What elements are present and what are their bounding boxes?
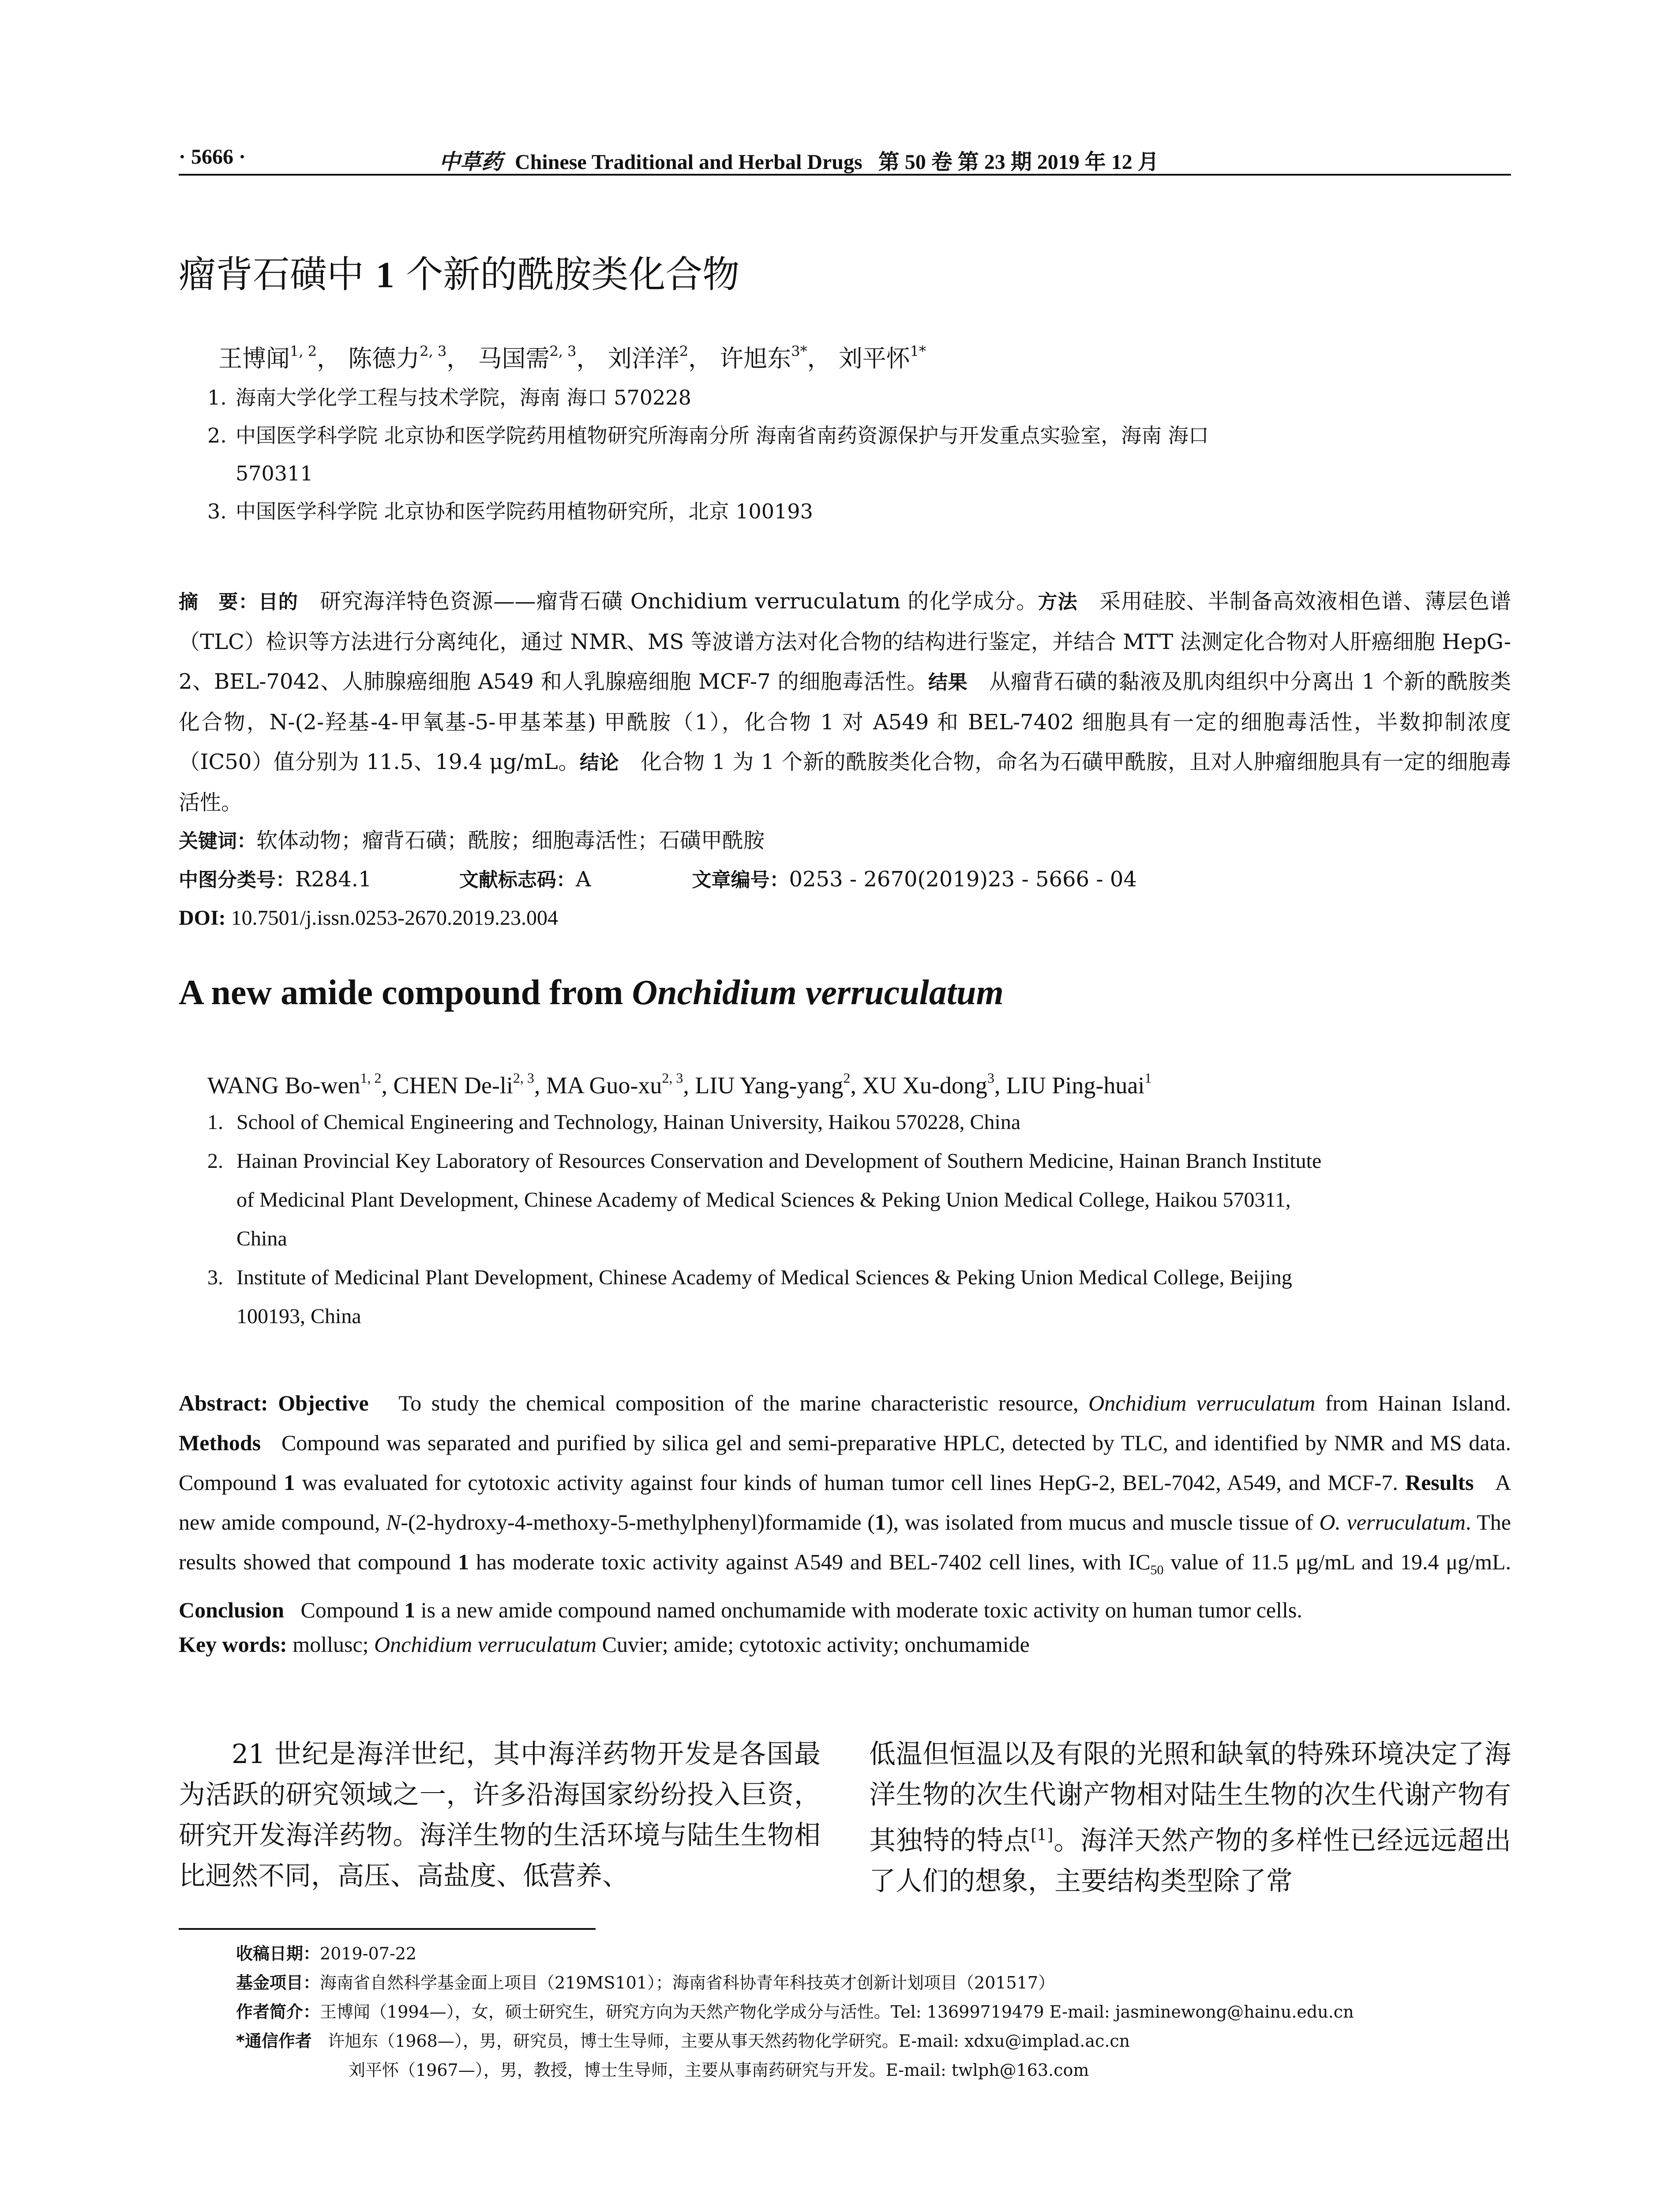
doi: DOI: 10.7501/j.issn.0253-2670.2019.23.004 [179,906,559,930]
author-cn: 王博闻 [218,345,290,372]
author-en: CHEN De-li [393,1072,513,1099]
author-en: MA Guo-xu [546,1072,662,1099]
author-en: LIU Ping-huai [1006,1072,1145,1099]
keywords-cn: 关键词：软体动物；瘤背石磺；酰胺；细胞毒活性；石磺甲酰胺 [179,828,765,853]
authors-cn: 王博闻$^{1, 2}$， 陈德力$^{2, 3}$， 马国需$^{2, 3}$， 刘洋洋$^2$， 许旭东$^{3*}$， 刘平怀$^{1*}$ [218,343,926,372]
author-cn: 刘洋洋 [608,345,679,372]
affiliations-cn [207,379,1513,530]
abstract-en: Abstract: Objective To study the chemical composition of the marine characteristic resource, Onchidium verruculatum from Hainan Island. Methods Compound was separated and purified by silica gel and semi-preparative HPLC, detected by TLC, and identified by NMR and MS data. Compound 1 was evaluated for cytotoxic activity against four kinds of human tumor cell lines HepG-2, BEL-7042, A549, and MCF-7. Results A new amide compound, N-(2-hydroxy-4-methoxy-5-methylphenyl)formamide (1), was isolated from mucus and muscle tissue of O. verruculatum. The results showed that compound 1 has moderate toxic activity against A549 and BEL-7402 cell lines, with $IC_{50}$ value of 11.5 μg/mL and 19.4 μg/mL. Conclusion Compound 1 is a new amide compound named onchumamide with moderate toxic activity on human tumor cells. [179,1391,1511,1622]
keywords-en: Key words: mollusc; Onchidium verruculatum Cuvier; amide; cytotoxic activity; onchumamide [179,1632,1030,1657]
affiliation-en: 3. Institute of Medicinal Plant Development, Chinese Academy of Medical Sciences & Peking Union Medical College, Beijing [207,1266,1292,1289]
author-en: WANG Bo-wen [207,1072,360,1099]
footnote-bio: 作者简介：王博闻（1994—），女，硕士研究生，研究方向为天然产物化学成分与活性。Tel: 13699719479 E-mail: jasminewong@hainu.edu.cn [236,2002,1354,2022]
authors-en: WANG Bo-wen$^{1, 2}$, CHEN De-li$^{2, 3}$, MA Guo-xu$^{2, 3}$, LIU Yang-yang$^2$, XU Xu-dong$^3$, LIU Ping-huai$^1$ [207,1070,1152,1099]
body-column-right: 低温但恒温以及有限的光照和缺氧的特殊环境决定了海洋生物的次生代谢产物相对陆生生物的次生代谢产物有其独特的特点[1]。海洋天然产物的多样性已经远远超出了人们的想象，主要结构类型除了常 [869,1739,1511,1897]
abstract-cn: 摘 要：目的 研究海洋特色资源——瘤背石磺 Onchidium verruculatum 的化学成分。方法 采用硅胶、半制备高效液相色谱、薄层色谱（TLC）检识等方法进行分离纯化，通过 NMR、MS 等波谱方法对化合物的结构进行鉴定，并结合 MTT 法测定化合物对人肝癌细胞 HepG-2、BEL-7042、人肺腺癌细胞 A549 和人乳腺癌细胞 MCF-7 的细胞毒活性。结果 从瘤背石磺的黏液及肌肉组织中分离出 1 个新的酰胺类化合物，N-(2-羟基-4-甲氧基-5-甲基苯基) 甲酰胺（1），化合物 1 对 A549 和 BEL-7402 细胞具有一定的细胞毒活性，半数抑制浓度（IC50）值分别为 11.5、19.4 μg/mL。结论 化合物 1 为 1 个新的酰胺类化合物，命名为石磺甲酰胺，且对人肿瘤细胞具有一定的细胞毒活性。 [179,589,1511,815]
page-number: · 5666 · [179,145,246,169]
running-header [179,141,1511,176]
author-cn: 刘平怀 [838,345,910,372]
author-cn: 陈德力 [348,345,420,372]
footnote-received: 收稿日期：2019-07-22 [236,1944,417,1963]
journal-header [439,145,1159,175]
author-cn: 许旭东 [720,345,791,372]
affiliation-en: 2. Hainan Provincial Key Laboratory of Resources Conservation and Development of Southern Medicine, Hainan Branch Institute [207,1149,1322,1173]
title-en: A new amide compound from Onchidium verruculatum [179,973,1004,1012]
classification: 中图分类号：R284.1 文献标志码：A 文章编号：0253 - 2670(2019)23 - 5666 - 04 [179,867,1137,892]
footnote-fund: 基金项目：海南省自然科学基金面上项目（219MS101）；海南省科协青年科技英才创新计划项目（201517） [236,1973,1055,1992]
footnote-rule [179,1928,596,1930]
author-en: XU Xu-dong [862,1072,987,1099]
author-cn: 马国需 [478,345,550,372]
journal-name-en: Chinese Traditional and Herbal Drugs [515,150,862,174]
footnote-corresponding: *通信作者 许旭东（1968—），男，研究员，博士生导师，主要从事天然药物化学研究。E-mail: xdxu@implad.ac.cn [236,2031,1130,2051]
affiliation-cn: 1. 海南大学化学工程与技术学院，海南 海口 570228 [207,386,691,409]
affiliation-cn: 570311 [236,461,313,485]
title-cn: 瘤背石磺中 1 个新的酰胺类化合物 [179,253,740,296]
journal-name-cn: 中草药 [439,150,503,174]
affiliation-cn: 3. 中国医学科学院 北京协和医学院药用植物研究所，北京 100193 [207,499,813,523]
affiliation-cn: 2. 中国医学科学院 北京协和医学院药用植物研究所海南分所 海南省南药资源保护与开发重点实验室，海南 海口 [207,424,1209,447]
body-column-left: 21 世纪是海洋世纪，其中海洋药物开发是各国最为活跃的研究领域之一，许多沿海国家纷纷投入巨资，研究开发海洋药物。海洋生物的生活环境与陆生生物相比迥然不同，高压、高盐度、低营养、 [179,1739,821,1891]
footnote-corresponding-2: 刘平怀（1967—），男，教授，博士生导师，主要从事南药研究与开发。E-mail: twlph@163.com [349,2060,1089,2080]
affiliations-en: 1. School of Chemical Engineering and Technology, Hainan University, Haikou 570228, China 2. Hainan Provincial Key Laboratory of Resources Conservation and Development of Southern Medicine, Hainan Branch Institute of Medicinal Plant Development, Chinese Academy of Medical Sciences & Peking Union Medical College, Haikou 570311, China 3. Institute of Medicinal Plant Development, Chinese Academy of Medical Sciences & Peking Union Medical College, Beijing 100193, China [207,1103,1513,1336]
affiliation-en: 1. School of Chemical Engineering and Technology, Hainan University, Haikou 570228, China [207,1111,1021,1134]
author-en: LIU Yang-yang [695,1072,844,1099]
journal-issue: 第 50 卷 第 23 期 2019 年 12 月 [878,150,1159,174]
